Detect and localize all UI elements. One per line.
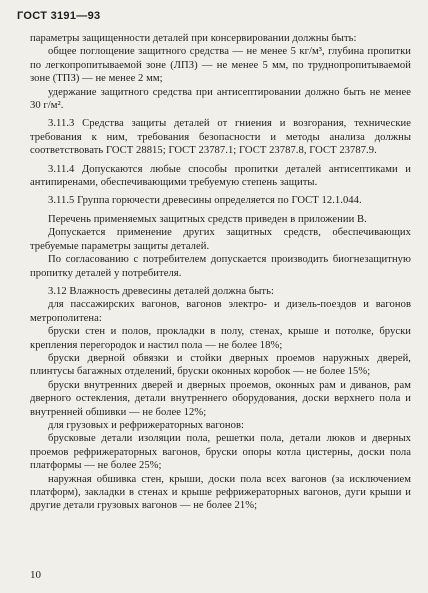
standard-header: ГОСТ 3191—93	[17, 10, 101, 22]
document-body	[30, 32, 411, 513]
list-item: бруски дверной обвязки и стойки дверных проемов наружных дверей, плинтусы багажных отделений, бруски оконных коробок — не более 15%;	[30, 352, 411, 378]
list-item: бруски внутренних дверей и дверных проемов, оконных рам и диванов, рам дверного остекления, детали внутреннего оборудования, доски верхнего пола и внутренней обшивки — не более 12%;	[30, 379, 411, 418]
paragraph: Допускается применение других защитных средств, обеспечивающих требуемые параметры защиты деталей.	[30, 227, 411, 252]
page-number: 10	[30, 569, 41, 581]
paragraph: Перечень применяемых защитных средств приведен в приложении В.	[48, 213, 367, 225]
clause-3-11-5: 3.11.5 Группа горючести древесины определяется по ГОСТ 12.1.044.	[48, 195, 362, 207]
clause-3-11-4: 3.11.4 Допускаются любые способы пропитки деталей антисептиками и антипиренами, обеспечивающими требуемую степень защиты.	[30, 163, 411, 189]
paragraph: общее поглощение защитного средства — не менее 5 кг/м³, глубина пропитки по легкопропитываемой зоне (ЛПЗ) — не менее 5 мм, по труднопропитываемой зоне (ТПЗ) — не менее 2 мм;	[30, 46, 411, 85]
paragraph: По согласованию с потребителем допускается производить биогнезащитную пропитку деталей у потребителя.	[30, 254, 411, 279]
list-item: брусковые детали изоляции пола, решетки пола, детали люков и дверных проемов рефрижераторных вагонов, бруски опоры котла цистерны, доски пола платформы — не более 25%;	[30, 433, 411, 472]
paragraph: удержание защитного средства при антисептировании должно быть не менее 30 г/м².	[30, 86, 411, 112]
paragraph: для грузовых и рефрижераторных вагонов:	[48, 419, 244, 431]
clause-3-11-3: 3.11.3 Средства защиты деталей от гниения и возгорания, технические требования к ним, требования безопасности и методы анализа должны соответствовать ГОСТ 28815; ГОСТ 23787.1; ГОСТ 23787.8, ГОСТ 23787.9.	[30, 118, 411, 157]
list-item: наружная обшивка стен, крыши, доски пола всех вагонов (за исключением платформ), закладки в стенах и крыше рефрижераторных вагонов, дуги крыши и другие детали грузовых вагонов — не более 21%;	[30, 473, 411, 512]
paragraph: для пассажирских вагонов, вагонов электро- и дизель-поездов и вагонов метрополитена:	[30, 299, 411, 324]
clause-3-12: 3.12 Влажность древесины деталей должна быть:	[48, 285, 274, 297]
list-item: бруски стен и полов, прокладки в полу, стенах, крыше и потолке, бруски крепления перегородок и настил пола — не более 18%;	[30, 326, 411, 351]
paragraph: параметры защищенности деталей при консервировании должны быть:	[30, 33, 357, 44]
